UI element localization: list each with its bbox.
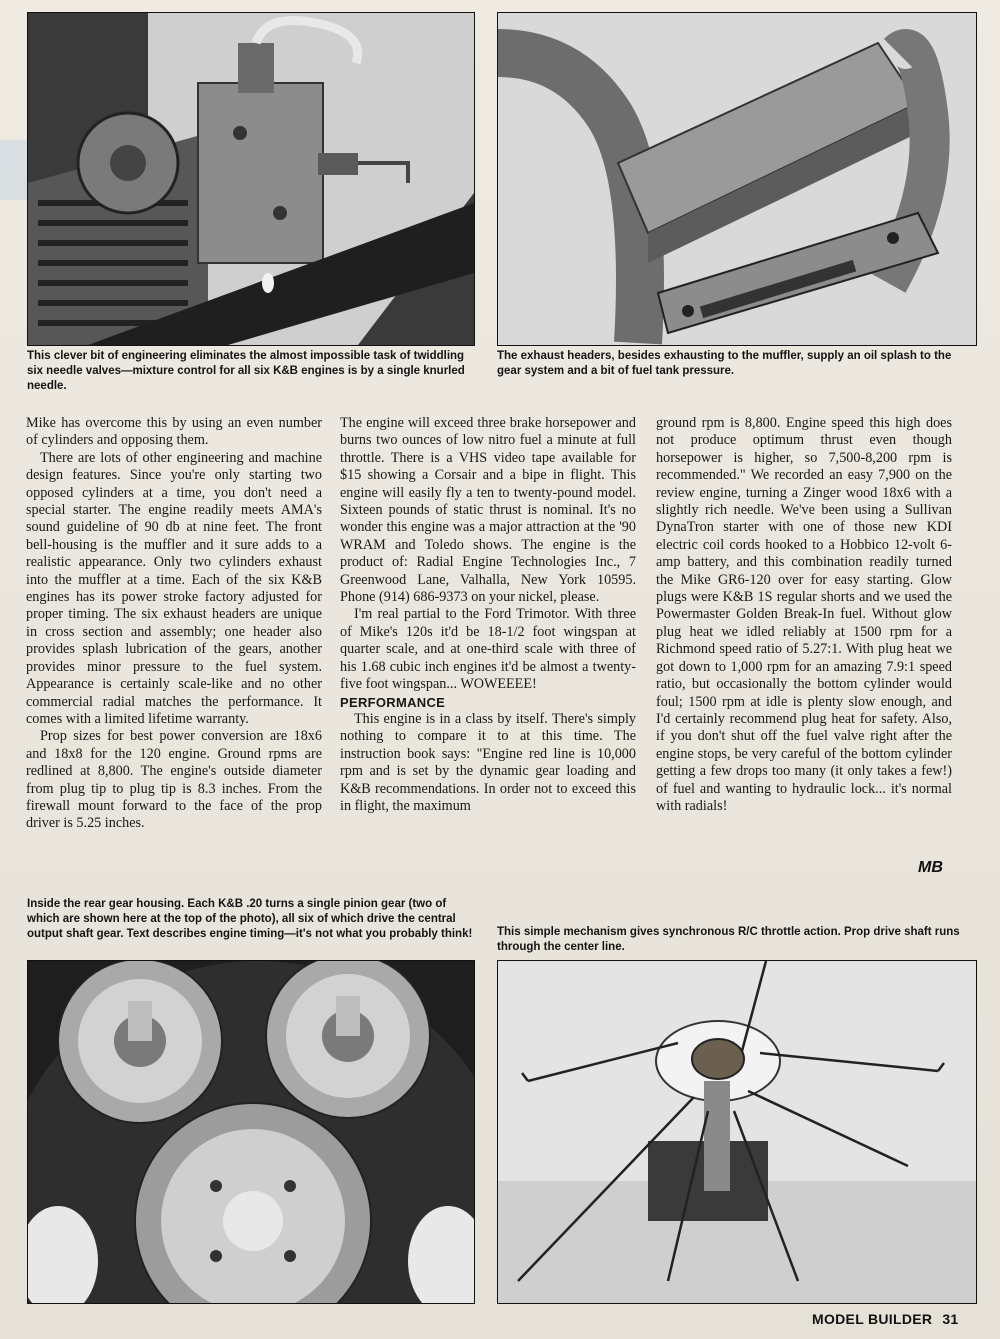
article-column-3: [656, 415, 952, 815]
caption-exhaust-headers: The exhaust headers, besides exhausting to the muffler, supply an oil splash to the gear system and a bit of fuel tank pressure.: [497, 350, 952, 377]
exhaust-headers-illustration: [498, 13, 976, 345]
needle-valve-illustration: [28, 13, 474, 345]
magazine-name: MODEL BUILDER: [812, 1311, 933, 1327]
photo-needle-valve: [27, 12, 475, 346]
caption-throttle-mechanism: This simple mechanism gives synchronous R/C throttle action. Prop drive shaft runs through the center line.: [497, 926, 960, 953]
author-signoff: MB: [918, 859, 943, 876]
paragraph: The engine will exceed three brake horsepower and burns two ounces of low nitro fuel a minute at full throttle. There is a VHS video tape available for $15 showing a Corsair and a bipe in flight. This engine will easily fly a ten to twenty-pound model. Sixteen pounds of static thrust is nominal. It's no wonder this engine was a major attraction at the '90 WRAM and Toledo shows. The engine is the product of: Radial Engine Technologies Inc., 7 Greenwood Lane, Valhalla, New York 10595. Phone (914) 686-9373 on your nickel, please.: [340, 415, 636, 606]
article-column-1: [26, 415, 322, 833]
paragraph: There are lots of other engineering and machine design features. Since you're only starting two opposed cylinders at a time, you don't need a special starter. The engine readily meets AMA's sound guideline of 90 db at nine feet. The front bell-housing is the muffler and it sure adds to a realistic appearance. Only two cylinders exhaust into the muffler at a time. Each of the six K&B engines has its power stroke factory adjusted for proper timing. The six exhaust headers are unique in cross section and assembly; one header also provides splash lubrication of the gears, another provides minor pressure to the fuel system. Appearance is certainly scale-like and no other commercial radial matches the performance. It comes with a limited lifetime warranty.: [26, 449, 322, 727]
gear-housing-illustration: [28, 961, 474, 1303]
throttle-mechanism-illustration: [498, 961, 976, 1303]
caption-gear-housing: Inside the rear gear housing. Each K&B .20 turns a single pinion gear (two of which are shown here at the top of the photo), all six of which drive the central output shaft gear. Text describes engine timing—it's not what you probably think!: [27, 898, 473, 940]
page-number: 31: [942, 1311, 959, 1327]
photo-exhaust-headers: [497, 12, 977, 346]
photo-gear-housing: [27, 960, 475, 1304]
paragraph: This engine is in a class by itself. There's simply nothing to compare it to at this time. The instruction book says: "Engine red line is 10,000 rpm and is set by the dynamic gear loading and K&B recommendations. In order not to exceed this in flight, the maximum: [340, 710, 636, 814]
article-column-2: [340, 415, 636, 815]
photo-throttle-mechanism: [497, 960, 977, 1304]
page-footer: [812, 1311, 959, 1327]
paragraph: ground rpm is 8,800. Engine speed this high does not produce optimum thrust even though horsepower is higher, so 7,500-8,200 rpm is recommended." We recorded an easy 7,900 on the review engine, turning a Zinger wood 18x6 with a slightly rich needle. We've been using a Sullivan DynaTron starter with one of those new KDI electric coil cords hooked to a Hobbico 12-volt 6-amp battery, and this combination readily turned the Mike GR6-120 over for easy starting. Glow plugs were K&B 1S regular shorts and we used the Powermaster Golden Break-In fuel. Without glow plug heat we idled reliably at 1500 rpm for a Richmond speed ratio of 5.27:1. With plug heat we got down to 1,000 rpm for an amazing 7.9:1 speed ratio, but occasionally the bottom cylinder would foul; 1500 rpm at idle is plenty slow enough, and I'd certainly recommend plug heat for safety. Also, if you don't shut off the fuel valve right after the engine stops, be very careful of the bottom cylinder getting a few drops too many (it only takes a few!) of fuel and wanting to hydraulic lock... it's normal with radials!: [656, 415, 952, 814]
paragraph: Prop sizes for best power conversion are 18x6 and 18x8 for the 120 engine. Ground rpms are redlined at 8,800. The engine's outside diameter from plug tip to plug tip is 8.3 inches. From the firewall mount forward to the face of the prop driver is 5.25 inches.: [26, 728, 322, 832]
caption-needle-valve: This clever bit of engineering eliminates the almost impossible task of twiddling six needle valves—mixture control for all six K&B engines is by a single knurled needle.: [27, 350, 465, 392]
paragraph: I'm real partial to the Ford Trimotor. With three of Mike's 120s it'd be 18-1/2 foot wingspan at quarter scale, and at one-third scale with three of his 1.68 cubic inch engines it'd be almost a twenty-five foot wingspan... WOWEEEE!: [340, 606, 636, 693]
section-heading-performance: PERFORMANCE: [340, 694, 446, 710]
paragraph: Mike has overcome this by using an even number of cylinders and opposing them.: [26, 415, 322, 449]
